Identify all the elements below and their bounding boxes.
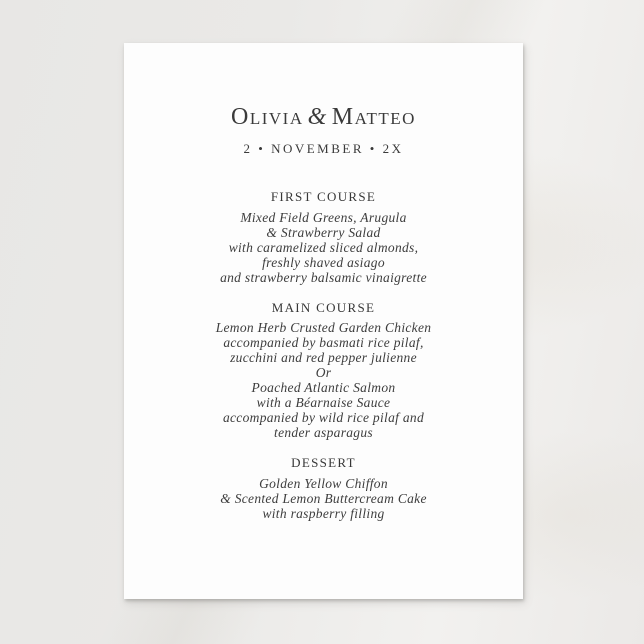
course-heading: MAIN COURSE xyxy=(271,299,376,315)
course-line: & Scented Lemon Buttercream Cake xyxy=(220,490,427,506)
course-line: tender asparagus xyxy=(274,425,373,440)
course-section-dessert xyxy=(124,456,523,521)
course-line: Or xyxy=(315,365,332,380)
course-line: zucchini and red pepper julienne xyxy=(230,350,417,365)
couple-names xyxy=(124,105,523,130)
course-line: freshly shaved asiago xyxy=(262,254,385,270)
course-line: Mixed Field Greens, Arugula xyxy=(240,209,407,225)
course-line: Golden Yellow Chiffon xyxy=(259,475,388,491)
course-line: accompanied by wild rice pilaf and xyxy=(222,410,425,425)
course-line: with a Béarnaise Sauce xyxy=(256,395,391,410)
course-line: with raspberry filling xyxy=(262,505,385,521)
course-heading: DESSERT xyxy=(291,455,356,470)
course-heading: FIRST COURSE xyxy=(270,189,377,204)
course-section-main xyxy=(124,301,523,441)
course-line: with caramelized sliced almonds, xyxy=(228,239,419,255)
menu-card xyxy=(124,43,523,599)
course-line: Lemon Herb Crusted Garden Chicken xyxy=(215,320,432,335)
ampersand: & xyxy=(307,104,328,130)
course-line: and strawberry balsamic vinaigrette xyxy=(220,269,427,285)
couple-name-left: Olivia xyxy=(231,104,304,130)
couple-name-right: Matteo xyxy=(331,104,416,130)
menu-body xyxy=(124,190,523,521)
wedding-date: 2 • NOVEMBER • 2X xyxy=(243,141,404,156)
course-line: accompanied by basmati rice pilaf, xyxy=(223,335,424,350)
course-line: Poached Atlantic Salmon xyxy=(251,380,396,395)
course-section-first xyxy=(124,190,523,285)
course-line: & Strawberry Salad xyxy=(266,224,381,240)
